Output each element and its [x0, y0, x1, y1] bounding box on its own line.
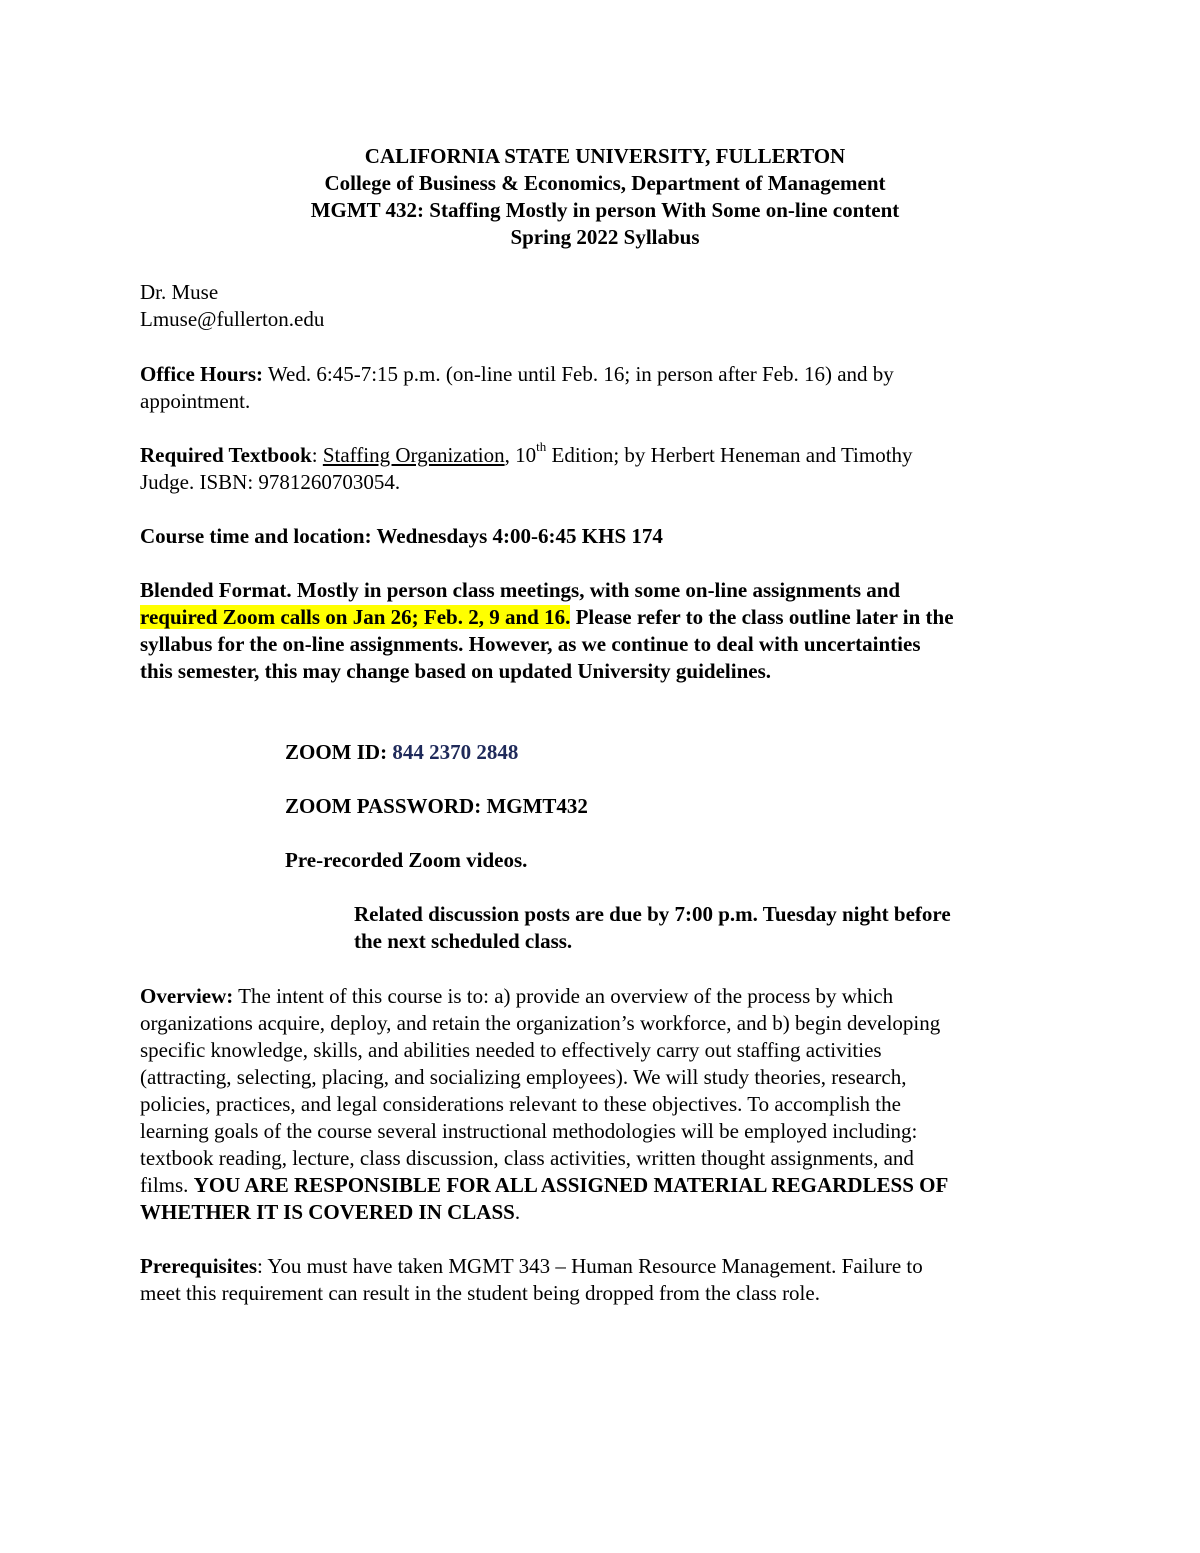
- zoom-calls-highlight: required Zoom calls on Jan 26; Feb. 2, 9 and 16.: [140, 605, 571, 629]
- overview-line-1: The intent of this course is to: a) provide an overview of the process by which: [233, 984, 894, 1008]
- overview-label: Overview:: [140, 984, 234, 1008]
- overview-line-2: organizations acquire, deploy, and retain the organization’s workforce, and b) begin developing: [140, 1011, 941, 1035]
- zoom-videos: Pre-recorded Zoom videos.: [285, 848, 528, 872]
- office-hours-text: Wed. 6:45-7:15 p.m. (on-line until Feb. 16; in person after Feb. 16) and by: [263, 362, 894, 386]
- university-title: CALIFORNIA STATE UNIVERSITY, FULLERTON: [364, 144, 846, 168]
- blended-line-1: Blended Format. Mostly in person class meetings, with some on-line assignments and: [140, 578, 901, 602]
- textbook-edition-post: Edition; by Herbert Heneman and Timothy: [546, 443, 913, 467]
- overview-responsibility-2: WHETHER IT IS COVERED IN CLASS: [140, 1200, 515, 1224]
- overview-period: .: [514, 1200, 521, 1224]
- blended-line-2: Please refer to the class outline later in the: [570, 605, 954, 629]
- required-textbook: [140, 439, 1070, 496]
- instructor-info: [140, 279, 1070, 333]
- overview-line-4: (attracting, selecting, placing, and socializing employees). We will study theories, research,: [140, 1065, 907, 1089]
- document-header: [140, 143, 1070, 251]
- course-title: MGMT 432: Staffing Mostly in person With Some on-line content: [310, 198, 900, 222]
- discussion-posts: [354, 901, 1054, 955]
- term-title: Spring 2022 Syllabus: [510, 225, 700, 249]
- textbook-title: Staffing Organization: [322, 443, 505, 467]
- textbook-colon: :: [311, 443, 323, 467]
- discussion-line-1: Related discussion posts are due by 7:00 p.m. Tuesday night before: [354, 902, 951, 926]
- discussion-line-2: the next scheduled class.: [354, 929, 573, 953]
- textbook-edition-pre: , 10: [504, 443, 537, 467]
- office-hours-text-2: appointment.: [140, 389, 251, 413]
- office-hours-label: Office Hours:: [140, 362, 264, 386]
- zoom-password: ZOOM PASSWORD: MGMT432: [285, 794, 588, 818]
- instructor-name: Dr. Muse: [140, 280, 219, 304]
- blended-format: [140, 577, 1070, 685]
- overview-line-5: policies, practices, and legal considerations relevant to these objectives. To accomplish the: [140, 1092, 901, 1116]
- textbook-isbn: Judge. ISBN: 9781260703054.: [140, 470, 401, 494]
- overview-line-7: textbook reading, lecture, class discussion, class activities, written thought assignments, and: [140, 1146, 914, 1170]
- instructor-email[interactable]: Lmuse@fullerton.edu: [140, 307, 325, 331]
- college-title: College of Business & Economics, Department of Management: [324, 171, 886, 195]
- course-time-label: Course time and location: [140, 524, 365, 548]
- zoom-id-label: ZOOM ID:: [285, 740, 393, 764]
- blended-line-3: syllabus for the on-line assignments. However, as we continue to deal with uncertainties: [140, 632, 921, 656]
- overview-section: [140, 983, 1070, 1226]
- blended-line-4: this semester, this may change based on updated University guidelines.: [140, 659, 772, 683]
- overview-line-3: specific knowledge, skills, and abilities needed to effectively carry out staffing activities: [140, 1038, 882, 1062]
- overview-line-6: learning goals of the course several instructional methodologies will be employed including:: [140, 1119, 918, 1143]
- overview-responsibility: YOU ARE RESPONSIBLE FOR ALL ASSIGNED MATERIAL REGARDLESS OF: [193, 1173, 949, 1197]
- zoom-id: [285, 739, 985, 766]
- textbook-label: Required Textbook: [140, 443, 312, 467]
- course-time-value: : Wednesdays 4:00-6:45 KHS 174: [364, 524, 663, 548]
- prerequisites-line-2: meet this requirement can result in the student being dropped from the class role.: [140, 1281, 820, 1305]
- prerequisites-line-1: : You must have taken MGMT 343 – Human Resource Management. Failure to: [257, 1254, 923, 1278]
- course-time-location: [140, 523, 1070, 550]
- prerequisites-label: Prerequisites: [140, 1254, 258, 1278]
- zoom-id-value[interactable]: 844 2370 2848: [392, 740, 519, 764]
- prerequisites-section: [140, 1253, 1070, 1307]
- overview-line-8: films.: [140, 1173, 194, 1197]
- office-hours: [140, 361, 1070, 415]
- textbook-edition-sup: th: [536, 439, 547, 454]
